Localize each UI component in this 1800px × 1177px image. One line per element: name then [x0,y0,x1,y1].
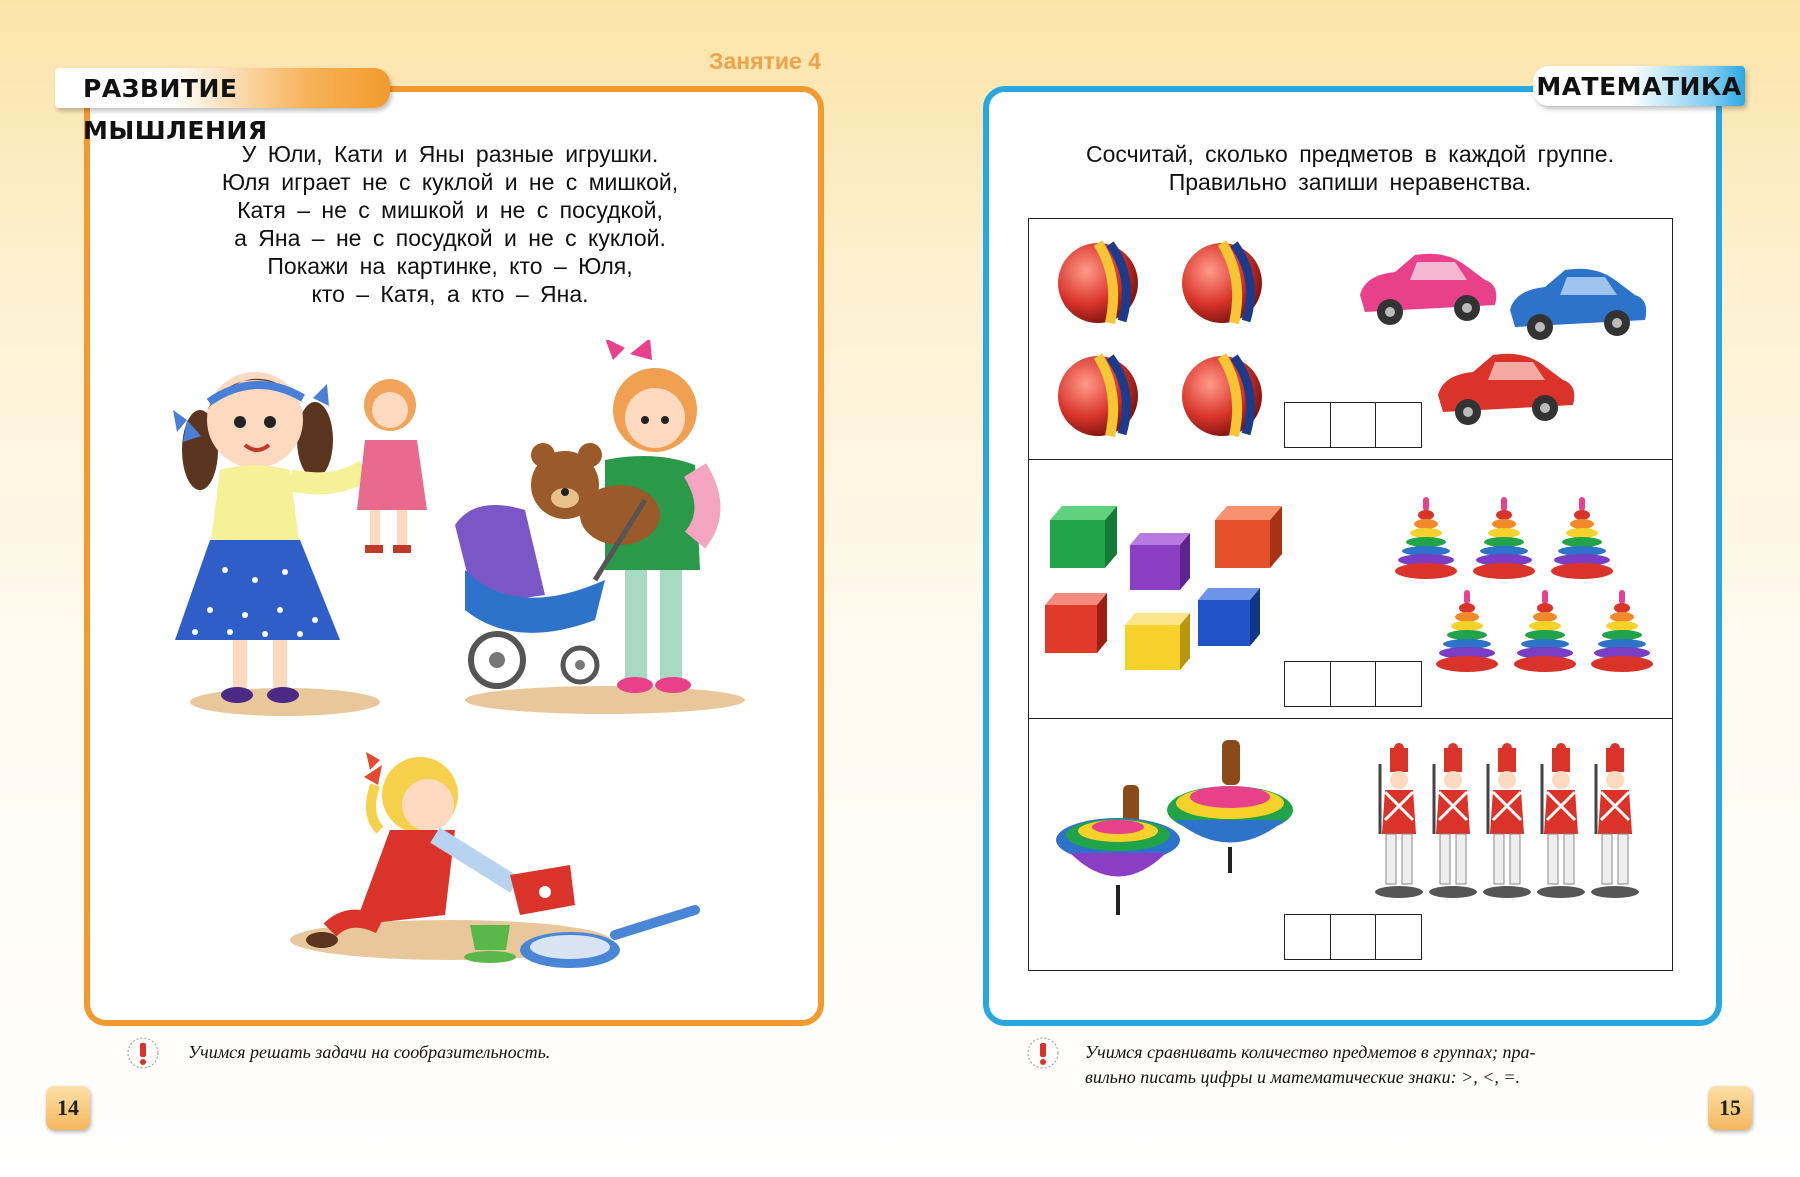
left-task-text [160,140,740,308]
ring-pyramid-icon [1473,497,1535,579]
car-icon [1438,354,1574,425]
answer-cell[interactable] [1331,662,1377,706]
left-section-tab: РАЗВИТИЕ МЫШЛЕНИЯ [55,68,390,108]
soldiers-group [1372,740,1652,900]
grid-divider [1029,459,1672,460]
ring-pyramid-icon [1551,497,1613,579]
ring-pyramid-icon [1514,590,1576,672]
for-parents-icon [1026,1036,1060,1070]
toy-soldier-icon [1375,743,1423,898]
ring-pyramid-icon [1591,590,1653,672]
task-line: Катя – не с мишкой и не с посудкой, [237,197,663,223]
car-icon [1510,269,1646,340]
girl-with-dishes-illustration[interactable] [270,735,710,985]
pyramids-group [1392,495,1662,690]
cube-icon [1050,506,1117,568]
toy-soldier-icon [1537,743,1585,898]
toy-soldier-icon [1483,743,1531,898]
answer-box-row-2[interactable] [1284,661,1422,707]
spinning-top-icon [1056,785,1180,915]
spinning-tops-group [1040,735,1310,925]
task-line: кто – Катя, а кто – Яна. [311,281,589,307]
cube-icon [1215,506,1282,568]
balls-group [1050,238,1280,448]
answer-cell[interactable] [1376,915,1421,959]
task-line: Правильно запиши неравенства. [1168,169,1532,195]
ball-icon [1182,243,1262,323]
page-number-right: 15 [1708,1086,1752,1130]
answer-cell[interactable] [1331,915,1377,959]
ball-icon [1058,243,1138,323]
cubes-group [1040,500,1290,690]
cube-icon [1125,613,1190,670]
answer-cell[interactable] [1376,403,1421,447]
ring-pyramid-icon [1395,497,1457,579]
toy-soldier-icon [1591,743,1639,898]
answer-box-row-3[interactable] [1284,914,1422,960]
note-line: Учимся сравнивать количество предметов в группах; пра- [1085,1042,1536,1062]
task-line: Покажи на картинке, кто – Юля, [267,253,633,279]
car-icon [1360,254,1496,325]
for-parents-icon [126,1036,160,1070]
left-note: Учимся решать задачи на сообразительность. [188,1042,551,1062]
answer-cell[interactable] [1285,403,1331,447]
ball-icon [1058,356,1138,436]
grid-divider [1029,718,1672,719]
cube-icon [1198,588,1260,646]
answer-cell[interactable] [1376,662,1421,706]
cube-icon [1045,593,1107,653]
task-line: Юля играет не с куклой и не с мишкой, [221,169,679,195]
toy-soldier-icon [1429,743,1477,898]
right-note [1085,1040,1685,1090]
ring-pyramid-icon [1436,590,1498,672]
page-number-left: 14 [46,1086,90,1130]
girl-with-doll-illustration[interactable] [165,340,465,720]
task-line: а Яна – не с посудкой и не с куклой. [234,225,666,251]
lesson-label: Занятие 4 [709,48,821,74]
cube-icon [1130,533,1190,590]
answer-cell[interactable] [1331,403,1377,447]
answer-cell[interactable] [1285,662,1331,706]
right-task-text [1020,140,1680,196]
answer-box-row-1[interactable] [1284,402,1422,448]
girl-with-bear-and-stroller-illustration[interactable] [455,340,755,720]
task-line: У Юли, Кати и Яны разные игрушки. [241,141,659,167]
right-section-tab: МАТЕМАТИКА [1533,66,1745,106]
answer-cell[interactable] [1285,915,1331,959]
spinning-top-icon [1167,740,1293,873]
ball-icon [1182,356,1262,436]
note-line: вильно писать цифры и математические знаки: >, <, =. [1085,1067,1521,1087]
task-line: Сосчитай, сколько предметов в каждой группе. [1086,141,1614,167]
